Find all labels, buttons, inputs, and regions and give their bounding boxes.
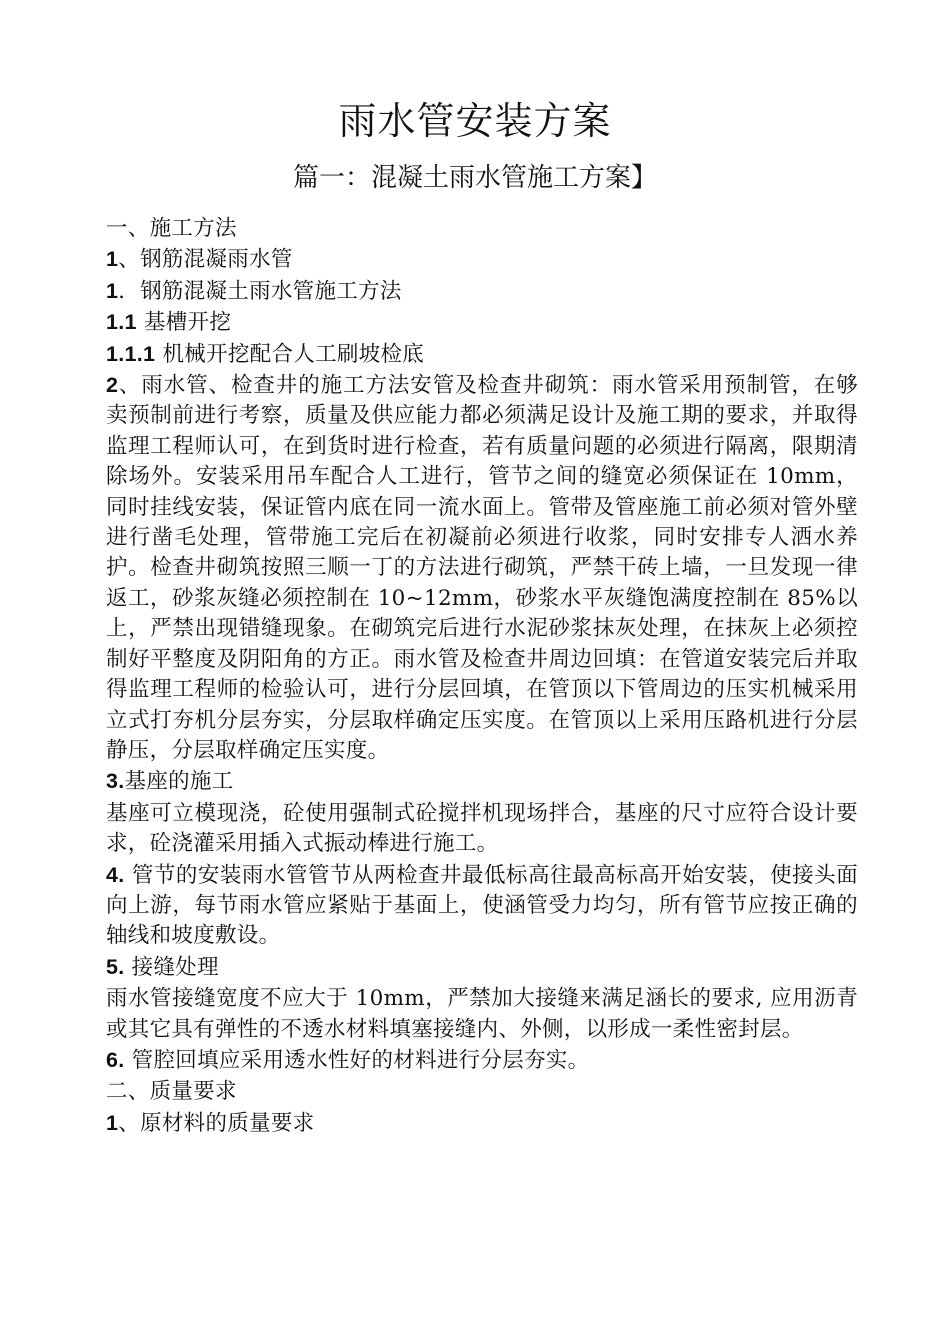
paragraph [106, 276, 858, 307]
paragraph [106, 370, 858, 766]
paragraph-text: 管腔回填应采用透水性好的材料进行分层夯实。 [124, 1047, 590, 1073]
paragraph-number: 3. [106, 769, 125, 794]
paragraph-text: 一、施工方法 [106, 216, 237, 241]
paragraph-number: 5. [106, 954, 125, 979]
document-body [106, 213, 858, 1139]
paragraph [106, 307, 858, 338]
paragraph [106, 798, 858, 860]
paragraph-number: 1 [106, 247, 119, 272]
paragraph-text: 机械开挖配合人工刷坡检底 [155, 341, 425, 367]
paragraph-text: 、原材料的质量要求 [118, 1110, 315, 1136]
paragraph [106, 952, 858, 983]
paragraph [106, 766, 858, 797]
paragraph [106, 983, 858, 1045]
paragraph-number: 1 [106, 1110, 119, 1135]
document-subtitle: 篇一：混凝土雨水管施工方案】 [292, 163, 657, 193]
paragraph [106, 244, 858, 275]
paragraph-number: 1.1.1 [106, 341, 156, 366]
paragraph [106, 860, 858, 952]
document-title: 雨水管安装方案 [338, 99, 612, 143]
paragraph-text: 基座可立模现浇，砼使用强制式砼搅拌机现场拌合，基座的尺寸应符合设计要求，砼浇灌采用插入式振动棒进行施工。 [106, 800, 858, 857]
paragraph-text: 基座的施工 [124, 769, 234, 795]
paragraph [106, 339, 858, 370]
paragraph-text: ．钢筋混凝土雨水管施工方法 [118, 278, 402, 304]
paragraph-text: 基槽开挖 [136, 310, 232, 336]
paragraph [106, 1045, 858, 1076]
paragraph-text: 雨水管接缝宽度不应大于 10mm，严禁加大接缝来满足涵长的要求, 应用沥青或其它具有弹性的不透水材料填塞接缝内、外侧，以形成一柔性密封层。 [106, 986, 858, 1042]
paragraph [106, 1108, 858, 1139]
paragraph-text: 管节的安装雨水管管节从两检查井最低标高往最高标高开始安装，使接头面向上游，每节雨水管应紧贴于基面上，使涵管受力均匀，所有管节应按正确的轴线和坡度敷设。 [106, 862, 858, 949]
paragraph-number: 4. [106, 862, 125, 887]
paragraph [106, 213, 858, 244]
paragraph-number: 2 [106, 373, 119, 398]
paragraph-text: 、雨水管、检查井的施工方法安管及检查井砌筑：雨水管采用预制管，在够卖预制前进行考察，质量及供应能力都必须满足设计及施工期的要求，并取得监理工程师认可，在到货时进行检查，若有质量问题的必须进行隔离，限期清除场外。安装采用吊车配合人工进行，管节之间的缝宽必须保证在 10mm，同时挂线安装，保证管内底在同一流水面上。管带及管座施工前必须对管外壁进行凿毛处理，管带施工完后在初凝前必须进行收浆，同时安排专人洒水养护。检查井砌筑按照三顺一丁的方法进行砌筑，严禁干砖上墙，一旦发现一律返工，砂浆灰缝必须控制在 10~12mm，砂浆水平灰缝饱满度控制在 85%以上，严禁出现错缝现象。在砌筑完后进行水泥砂浆抹灰处理，在抹灰上必须控制好平整度及阴阳角的方正。雨水管及检查井周边回填：在管道安装完后并取得监理工程师的检验认可，进行分层回填，在管顶以下管周边的压实机械采用立式打夯机分层夯实，分层取样确定压实度。在管顶以上采用压路机进行分层静压，分层取样确定压实度。 [106, 373, 858, 763]
paragraph-number: 1 [106, 278, 119, 303]
paragraph-text: 、钢筋混凝雨水管 [118, 247, 293, 273]
paragraph-text: 二、质量要求 [106, 1079, 237, 1105]
paragraph-number: 6. [106, 1047, 125, 1072]
paragraph-number: 1.1 [106, 310, 137, 335]
paragraph [106, 1076, 858, 1107]
paragraph-text: 接缝处理 [124, 954, 219, 980]
